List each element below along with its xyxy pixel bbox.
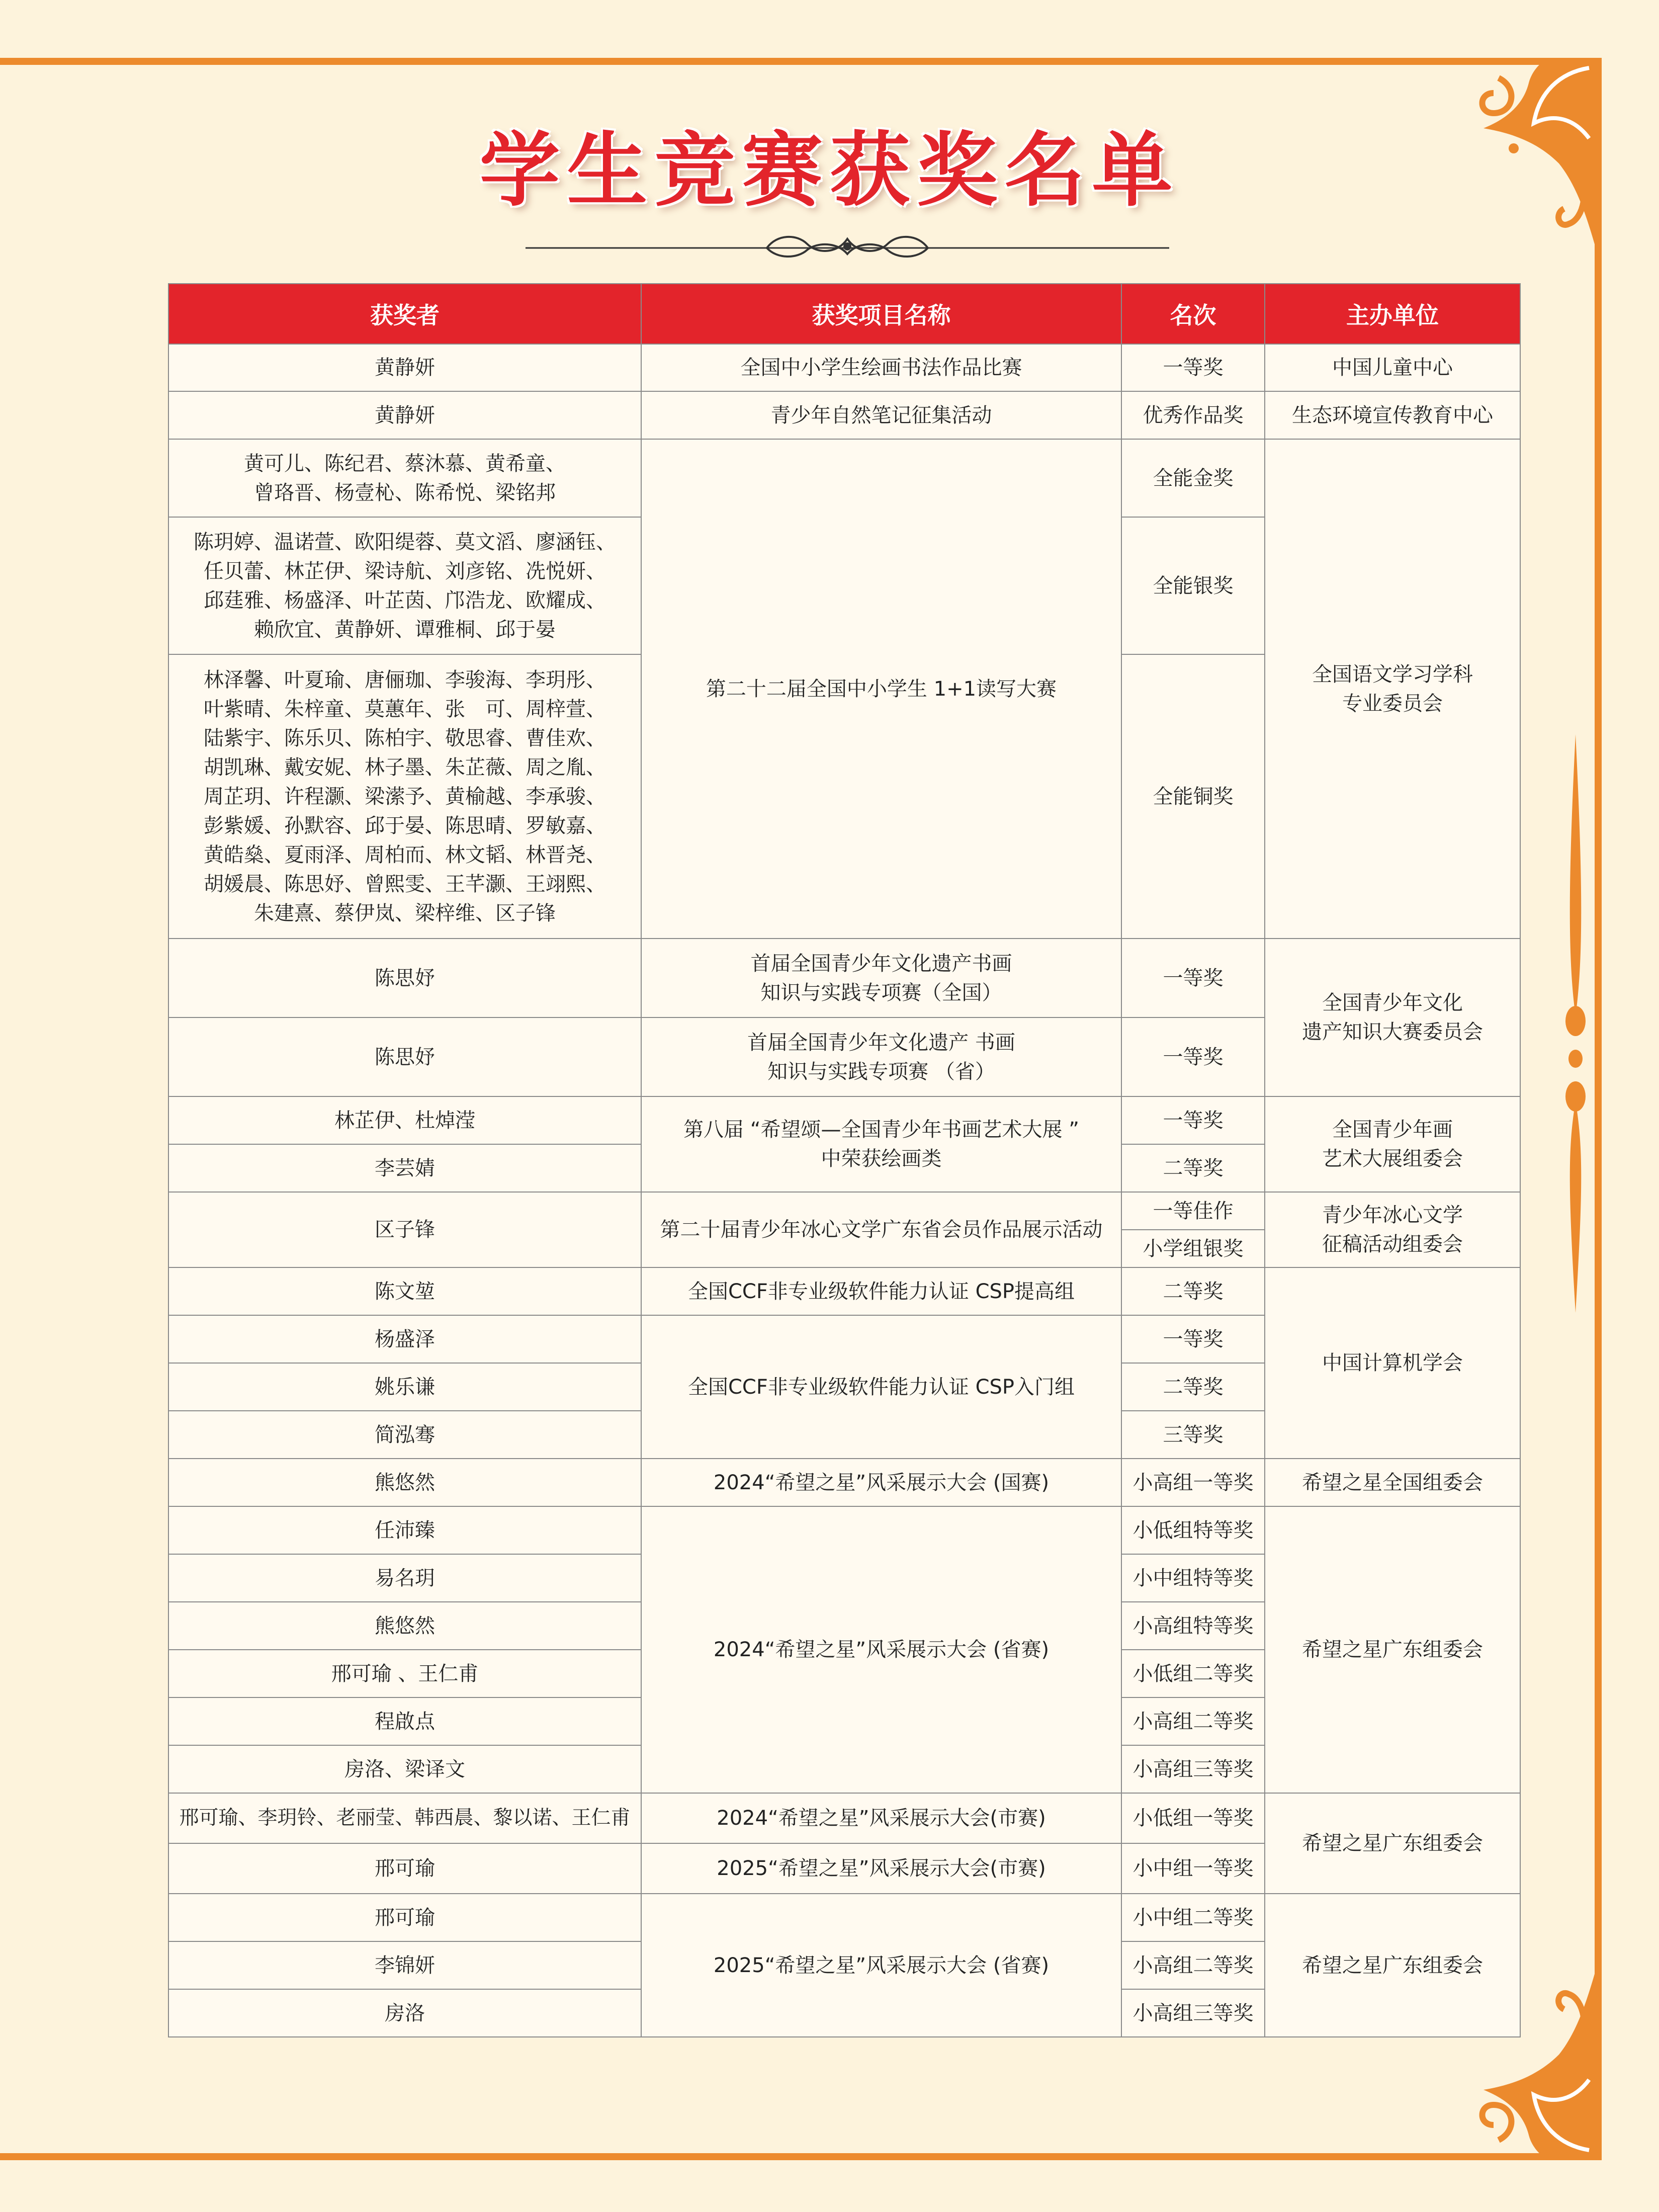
winner-cell: 陈文堃 xyxy=(168,1267,641,1315)
rank-cell: 小高组特等奖 xyxy=(1121,1602,1265,1650)
table-row xyxy=(168,439,1520,517)
winner-cell: 陈玥婷、温诺萱、欧阳缇蓉、莫文滔、廖涵钰、 任贝蕾、林芷伊、梁诗航、刘彦铭、冼悦妍、 邱莛雅、杨盛泽、叶芷茵、邝浩龙、欧耀成、 赖欣宜、黄静妍、谭雅桐、邱于晏 xyxy=(168,517,641,654)
rank-cell: 小学组银奖 xyxy=(1121,1230,1265,1267)
page-title: 学生竞赛获奖名单 xyxy=(479,123,1180,217)
rank-cell: 二等奖 xyxy=(1121,1267,1265,1315)
project-cell: 2025“希望之星”风采展示大会 (省赛) xyxy=(641,1894,1121,2037)
winner-cell: 任沛臻 xyxy=(168,1506,641,1554)
project-cell: 2025“希望之星”风采展示大会(市赛) xyxy=(641,1843,1121,1894)
winner-cell: 李锦妍 xyxy=(168,1941,641,1989)
rank-cell: 优秀作品奖 xyxy=(1121,391,1265,439)
table-row xyxy=(168,1793,1520,1843)
page-title-wrapper xyxy=(0,106,1659,221)
winner-cell: 林芷伊、杜焯滢 xyxy=(168,1096,641,1144)
winner-cell: 房洛 xyxy=(168,1989,641,2037)
winner-cell: 陈思妤 xyxy=(168,1017,641,1096)
winner-cell: 李芸婧 xyxy=(168,1144,641,1192)
rank-cell: 小高组三等奖 xyxy=(1121,1745,1265,1793)
winner-cell: 易名玥 xyxy=(168,1554,641,1602)
winner-cell: 邢可瑜 xyxy=(168,1894,641,1941)
organizer-cell: 青少年冰心文学 征稿活动组委会 xyxy=(1265,1192,1520,1267)
project-cell: 2024“希望之星”风采展示大会 (国赛) xyxy=(641,1459,1121,1506)
project-cell: 第八届 “希望颂—全国青少年书画艺术大展 ” 中荣获绘画类 xyxy=(641,1096,1121,1192)
project-cell: 全国中小学生绘画书法作品比赛 xyxy=(641,344,1121,391)
table-row xyxy=(168,1459,1520,1506)
project-cell: 第二十二届全国中小学生 1+1读写大赛 xyxy=(641,439,1121,939)
organizer-cell: 全国语文学习学科 专业委员会 xyxy=(1265,439,1520,939)
project-cell: 青少年自然笔记征集活动 xyxy=(641,391,1121,439)
organizer-cell: 希望之星广东组委会 xyxy=(1265,1506,1520,1793)
table-row xyxy=(168,1192,1520,1230)
rank-cell: 一等奖 xyxy=(1121,1315,1265,1363)
winner-cell: 熊悠然 xyxy=(168,1602,641,1650)
header-rank: 名次 xyxy=(1121,284,1265,344)
rank-cell: 小高组三等奖 xyxy=(1121,1989,1265,2037)
winner-cell: 简泓骞 xyxy=(168,1411,641,1459)
organizer-cell: 全国青少年文化 遗产知识大赛委员会 xyxy=(1265,939,1520,1096)
rank-cell: 全能金奖 xyxy=(1121,439,1265,517)
rank-cell: 一等奖 xyxy=(1121,1017,1265,1096)
project-cell: 首届全国青少年文化遗产 书画 知识与实践专项赛 （省） xyxy=(641,1017,1121,1096)
title-divider-ornament xyxy=(526,224,1169,264)
header-organizer: 主办单位 xyxy=(1265,284,1520,344)
winner-cell: 房洛、梁译文 xyxy=(168,1745,641,1793)
organizer-cell: 生态环境宣传教育中心 xyxy=(1265,391,1520,439)
winner-cell: 邢可瑜 、王仁甫 xyxy=(168,1650,641,1697)
table-row xyxy=(168,1894,1520,1941)
header-winner: 获奖者 xyxy=(168,284,641,344)
table-row xyxy=(168,391,1520,439)
rank-cell: 一等佳作 xyxy=(1121,1192,1265,1230)
table-row xyxy=(168,1096,1520,1144)
rank-cell: 一等奖 xyxy=(1121,1096,1265,1144)
awards-table xyxy=(168,283,1521,2037)
winner-cell: 林泽馨、叶夏瑜、唐俪珈、李骏海、李玥彤、 叶紫晴、朱梓童、莫蕙年、张 可、周梓萱、 陆紫宇、陈乐贝、陈柏宇、敬思睿、曹佳欢、 胡凯琳、戴安妮、林子墨、朱芷薇、周之胤、 周芷玥、许程灏、梁潆予、黄榆越、李承骏、 彭紫媛、孙默容、邱于晏、陈思晴、罗敏嘉、 黄皓燊、夏雨泽、周柏而、林文韬、林晋尧、 胡媛晨、陈思妤、曾熙雯、王芊灏、王翊熙、 朱建熹、蔡伊岚、梁梓维、区子锋 xyxy=(168,654,641,939)
project-cell: 首届全国青少年文化遗产书画 知识与实践专项赛（全国） xyxy=(641,939,1121,1017)
table-row xyxy=(168,344,1520,391)
winner-cell: 程啟点 xyxy=(168,1697,641,1745)
table-row xyxy=(168,1267,1520,1315)
rank-cell: 一等奖 xyxy=(1121,344,1265,391)
organizer-cell: 希望之星广东组委会 xyxy=(1265,1894,1520,2037)
winner-cell: 黄静妍 xyxy=(168,344,641,391)
frame-right-border xyxy=(1595,58,1602,2160)
winner-cell: 黄可儿、陈纪君、蔡沐慕、黄希童、 曾珞晋、杨壹杺、陈希悦、梁铭邦 xyxy=(168,439,641,517)
rank-cell: 全能铜奖 xyxy=(1121,654,1265,939)
winner-cell: 区子锋 xyxy=(168,1192,641,1267)
project-cell: 2024“希望之星”风采展示大会(市赛) xyxy=(641,1793,1121,1843)
table-row xyxy=(168,939,1520,1017)
side-ornament xyxy=(1563,734,1588,1313)
rank-cell: 全能银奖 xyxy=(1121,517,1265,654)
organizer-cell: 希望之星全国组委会 xyxy=(1265,1459,1520,1506)
frame-top-border xyxy=(0,58,1602,65)
project-cell: 第二十届青少年冰心文学广东省会员作品展示活动 xyxy=(641,1192,1121,1267)
rank-cell: 小高组二等奖 xyxy=(1121,1941,1265,1989)
rank-cell: 小低组二等奖 xyxy=(1121,1650,1265,1697)
rank-cell: 小高组一等奖 xyxy=(1121,1459,1265,1506)
winner-cell: 姚乐谦 xyxy=(168,1363,641,1411)
winner-cell: 陈思妤 xyxy=(168,939,641,1017)
rank-cell: 小低组特等奖 xyxy=(1121,1506,1265,1554)
rank-cell: 小中组一等奖 xyxy=(1121,1843,1265,1894)
rank-cell: 一等奖 xyxy=(1121,939,1265,1017)
frame-bottom-border xyxy=(0,2153,1602,2160)
rank-cell: 二等奖 xyxy=(1121,1363,1265,1411)
rank-cell: 小中组二等奖 xyxy=(1121,1894,1265,1941)
rank-cell: 二等奖 xyxy=(1121,1144,1265,1192)
project-cell: 2024“希望之星”风采展示大会 (省赛) xyxy=(641,1506,1121,1793)
table-row xyxy=(168,1506,1520,1554)
organizer-cell: 全国青少年画 艺术大展组委会 xyxy=(1265,1096,1520,1192)
project-cell: 全国CCF非专业级软件能力认证 CSP提高组 xyxy=(641,1267,1121,1315)
organizer-cell: 中国计算机学会 xyxy=(1265,1267,1520,1459)
winner-cell: 熊悠然 xyxy=(168,1459,641,1506)
rank-cell: 小低组一等奖 xyxy=(1121,1793,1265,1843)
organizer-cell: 中国儿童中心 xyxy=(1265,344,1520,391)
rank-cell: 小高组二等奖 xyxy=(1121,1697,1265,1745)
rank-cell: 三等奖 xyxy=(1121,1411,1265,1459)
winner-cell: 黄静妍 xyxy=(168,391,641,439)
winner-cell: 杨盛泽 xyxy=(168,1315,641,1363)
table-header-row xyxy=(168,284,1520,344)
winner-cell: 邢可瑜、李玥铃、老丽莹、韩西晨、黎以诺、王仁甫 xyxy=(168,1793,641,1843)
organizer-cell: 希望之星广东组委会 xyxy=(1265,1793,1520,1894)
winner-cell: 邢可瑜 xyxy=(168,1843,641,1894)
project-cell: 全国CCF非专业级软件能力认证 CSP入门组 xyxy=(641,1315,1121,1459)
header-project: 获奖项目名称 xyxy=(641,284,1121,344)
rank-cell: 小中组特等奖 xyxy=(1121,1554,1265,1602)
